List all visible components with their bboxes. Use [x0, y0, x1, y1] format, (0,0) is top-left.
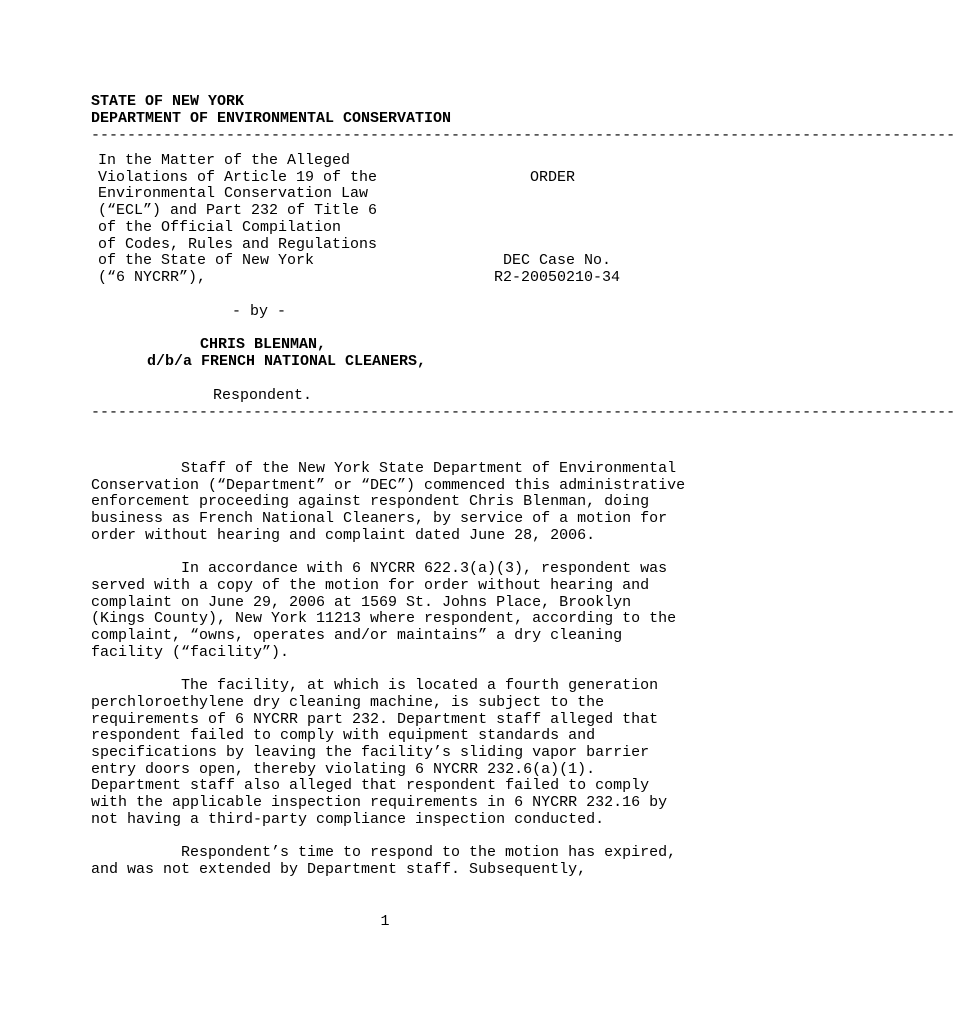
agency-state: STATE OF NEW YORK: [91, 93, 245, 110]
agency-department: DEPARTMENT OF ENVIRONMENTAL CONSERVATION: [91, 110, 452, 127]
paragraph: Staff of the New York State Department of Environmental Conservation (“Department” or “DEC”) commenced this administrative enforcement proceeding against respondent Chris Blenman, doing business as French National Cleaners, by service of a motion for order without hearing and complaint dated June 28, 2006.: [91, 460, 686, 544]
order-title: ORDER: [530, 169, 576, 186]
caption-by: - by -: [232, 303, 287, 320]
paragraph: In accordance with 6 NYCRR 622.3(a)(3), respondent was served with a copy of the motion for order without hearing and complaint on June 29, 2006 at 1569 St. Johns Place, Brooklyn (Kings County), New York 11213 where respondent, according to the complaint, “owns, operates and/or maintains” a dry cleaning facility (“facility”).: [91, 560, 677, 661]
body-text: [91, 461, 686, 895]
paragraph: Respondent’s time to respond to the motion has expired, and was not extended by Department staff. Subsequently,: [91, 844, 677, 878]
top-rule: ------------------------------------------------------------------------------------------------: [91, 127, 955, 144]
respondent-name: CHRIS BLENMAN,: [200, 336, 327, 353]
paragraph: The facility, at which is located a fourth generation perchloroethylene dry cleaning machine, is subject to the requirements of 6 NYCRR part 232. Department staff alleged that respondent failed to comply with equipment standards and specifications by leaving the facility’s sliding vapor barrier entry doors open, thereby violating 6 NYCRR 232.6(a)(1). Department staff also alleged that respondent failed to comply with the applicable inspection requirements in 6 NYCRR 232.16 by not having a third-party compliance inspection conducted.: [91, 677, 668, 828]
respondent-dba: d/b/a FRENCH NATIONAL CLEANERS,: [147, 353, 427, 370]
caption-matter: In the Matter of the Alleged Violations of Article 19 of the Environmental Conservation Law (“ECL”) and Part 232 of Title 6 of the Official Compilation of Codes, Rules and Regulations of the State of New York (“6 NYCRR”),: [98, 152, 378, 286]
case-number-label: DEC Case No.: [503, 252, 612, 269]
page-number: 1: [380, 913, 390, 930]
bottom-rule: ------------------------------------------------------------------------------------------------: [91, 404, 955, 421]
respondent-label: Respondent.: [213, 387, 313, 404]
case-number: R2-20050210-34: [494, 269, 621, 286]
